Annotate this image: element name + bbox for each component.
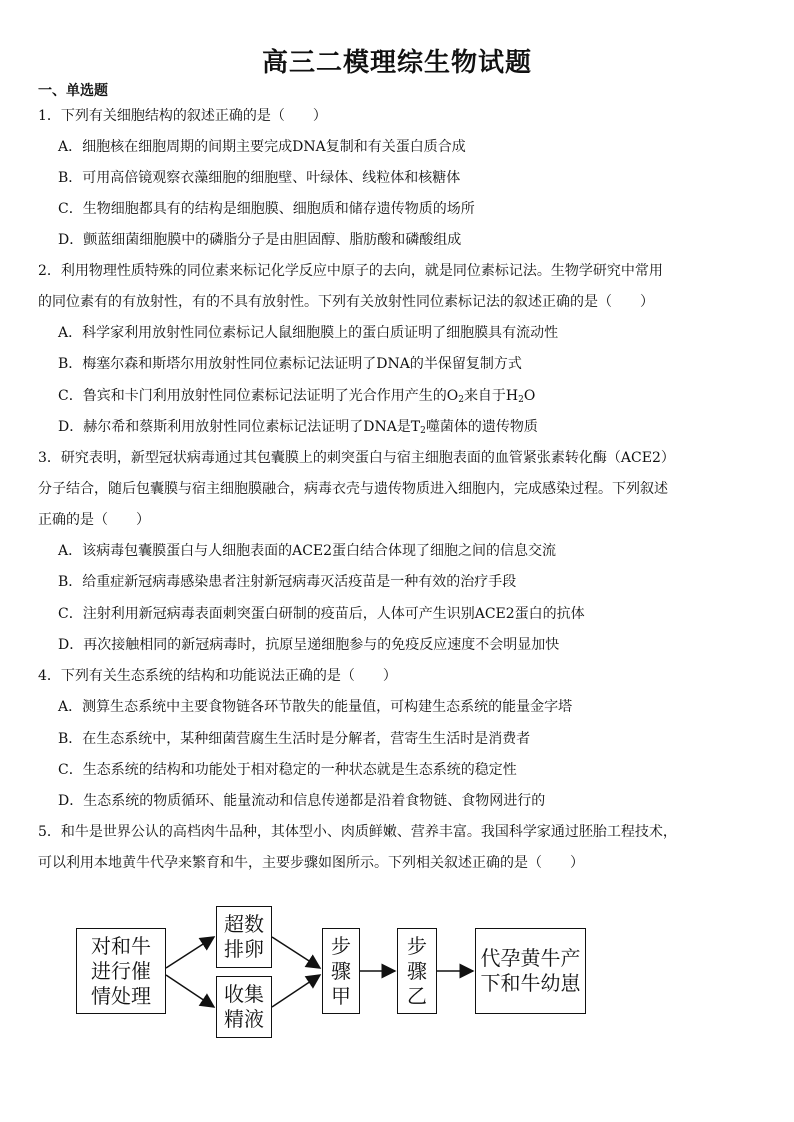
question-2-option-a: A．科学家利用放射性同位素标记人鼠细胞膜上的蛋白质证明了细胞膜具有流动性 <box>58 325 559 341</box>
question-4-option-a: A．测算生态系统中主要食物链各环节散失的能量值，可构建生态系统的能量金字塔 <box>58 699 573 715</box>
question-1-option-c: C．生物细胞都具有的结构是细胞膜、细胞质和储存遗传物质的场所 <box>58 201 475 217</box>
question-2-option-b: B．梅塞尔森和斯塔尔用放射性同位素标记法证明了DNA的半保留复制方式 <box>58 356 522 372</box>
question-2-option-d: D．赫尔希和蔡斯利用放射性同位素标记法证明了DNA是$T_2$噬菌体的遗传物质 <box>58 419 538 436</box>
question-3-stem-line-2: 分子结合，随后包囊膜与宿主细胞膜融合，病毒衣壳与遗传物质进入细胞内，完成感染过程。下列叙述 <box>38 481 668 497</box>
arrow-box1-to-box3 <box>166 975 214 1007</box>
question-1-stem: 1．下列有关细胞结构的叙述正确的是（ ） <box>38 108 327 124</box>
diagram-box-estrus-treatment: 对和牛 进行催 情处理 <box>76 928 166 1014</box>
question-3-stem-line-3: 正确的是（ ） <box>38 512 150 528</box>
question-3-option-b: B．给重症新冠病毒感染患者注射新冠病毒灭活疫苗是一种有效的治疗手段 <box>58 574 517 590</box>
diagram-box-step-b: 步 骤 乙 <box>397 928 437 1014</box>
arrow-box2-to-box4 <box>272 937 320 968</box>
question-4-option-d: D．生态系统的物质循环、能量流动和信息传递都是沿着食物链、食物网进行的 <box>58 793 546 809</box>
question-4-stem: 4．下列有关生态系统的结构和功能说法正确的是（ ） <box>38 668 397 684</box>
section-heading: 一、单选题 <box>38 83 108 99</box>
question-1-option-d: D．颤蓝细菌细胞膜中的磷脂分子是由胆固醇、脂肪酸和磷酸组成 <box>58 232 462 248</box>
diagram-box-surrogate-birth: 代孕黄牛产 下和牛幼崽 <box>475 928 586 1014</box>
diagram-box-collect-semen: 收集 精液 <box>216 976 272 1038</box>
question-3-option-d: D．再次接触相同的新冠病毒时，抗原呈递细胞参与的免疫反应速度不会明显加快 <box>58 637 560 653</box>
question-3-option-a: A．该病毒包囊膜蛋白与人细胞表面的ACE2蛋白结合体现了细胞之间的信息交流 <box>58 543 557 559</box>
question-1-option-a: A．细胞核在细胞周期的间期主要完成DNA复制和有关蛋白质合成 <box>58 139 466 155</box>
question-2-stem-line-1: 2．利用物理性质特殊的同位素来标记化学反应中原子的去向，就是同位素标记法。生物学研究中常用 <box>38 263 663 279</box>
diagram-box-step-a: 步 骤 甲 <box>322 928 360 1014</box>
arrow-box3-to-box4 <box>272 975 320 1007</box>
question-3-option-c: C．注射利用新冠病毒表面刺突蛋白研制的疫苗后，人体可产生识别ACE2蛋白的抗体 <box>58 606 585 622</box>
diagram-box-superovulation: 超数 排卵 <box>216 906 272 968</box>
question-2-stem-line-2: 的同位素有的有放射性，有的不具有放射性。下列有关放射性同位素标记法的叙述正确的是（ ） <box>38 294 654 310</box>
page-title: 高三二模理综生物试题 <box>261 48 532 78</box>
question-1-option-b: B．可用高倍镜观察衣藻细胞的细胞壁、叶绿体、线粒体和核糖体 <box>58 170 461 186</box>
question-5-stem-line-2: 可以利用本地黄牛代孕来繁育和牛，主要步骤如图所示。下列相关叙述正确的是（ ） <box>38 855 584 871</box>
question-2-option-c: C．鲁宾和卡门利用放射性同位素标记法证明了光合作用产生的$O_2$来自于$H_2O$ <box>58 388 536 405</box>
question-3-stem-line-1: 3．研究表明，新型冠状病毒通过其包囊膜上的刺突蛋白与宿主细胞表面的血管紧张素转化酶（ACE2） <box>38 450 675 466</box>
question-5-stem-line-1: 5．和牛是世界公认的高档肉牛品种，其体型小、肉质鲜嫩、营养丰富。我国科学家通过胚胎工程技术， <box>38 824 677 840</box>
arrow-box1-to-box2 <box>166 937 214 968</box>
question-4-option-c: C．生态系统的结构和功能处于相对稳定的一种状态就是生态系统的稳定性 <box>58 762 517 778</box>
question-4-option-b: B．在生态系统中，某种细菌营腐生生活时是分解者，营寄生生活时是消费者 <box>58 731 531 747</box>
